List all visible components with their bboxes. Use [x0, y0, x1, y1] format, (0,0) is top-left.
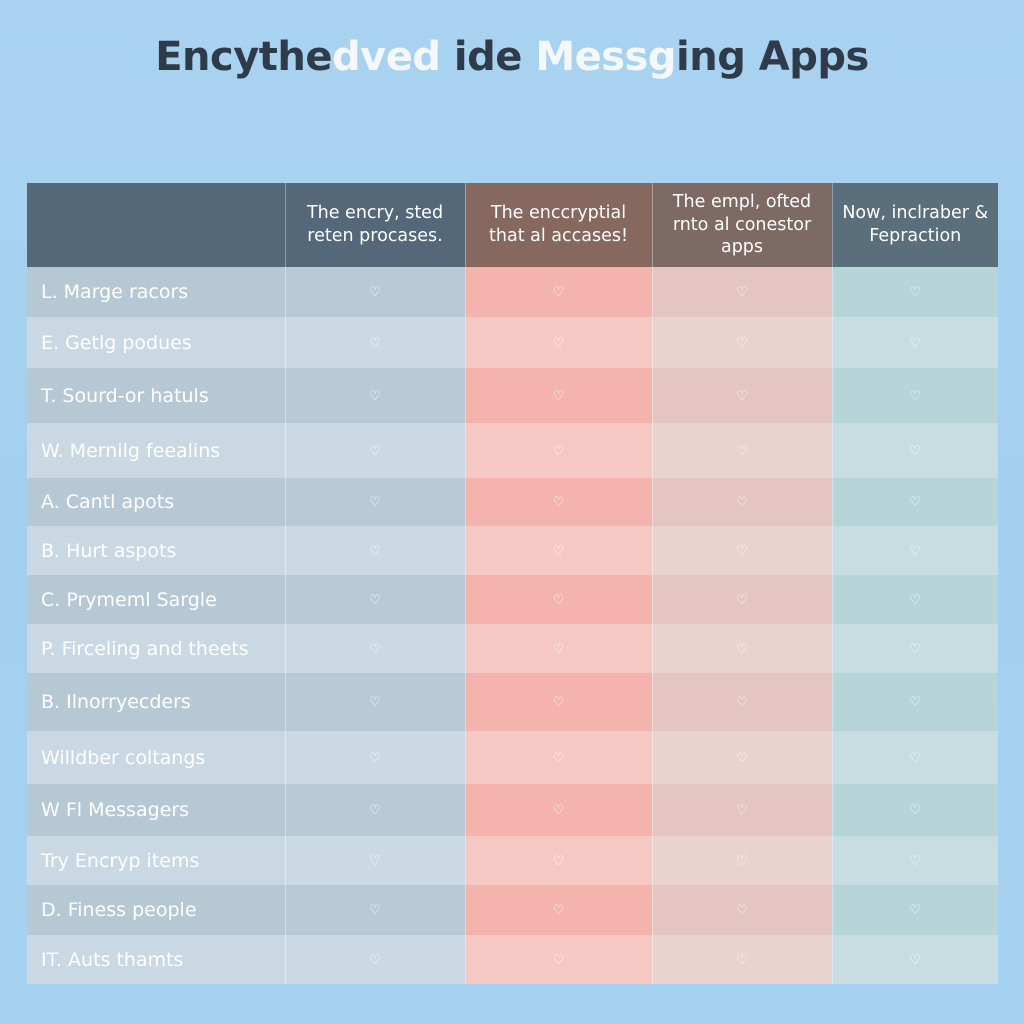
table-cell — [465, 317, 652, 368]
heart-icon: ♡ — [909, 495, 922, 510]
heart-icon: ♡ — [909, 695, 922, 710]
table-cell — [285, 267, 465, 317]
table-cell — [832, 575, 998, 624]
column-header-4: Now, inclraber & Fepraction — [832, 183, 998, 267]
heart-icon: ♡ — [369, 443, 381, 459]
table-row — [27, 784, 998, 836]
table-cell — [832, 317, 998, 368]
heart-icon: ♡ — [369, 543, 381, 559]
row-label: D. Finess people — [27, 885, 285, 935]
heart-icon: ♡ — [736, 803, 748, 818]
heart-icon: ♡ — [369, 495, 381, 510]
table-cell — [832, 423, 998, 478]
heart-icon: ♡ — [369, 853, 381, 869]
heart-icon: ♡ — [369, 641, 381, 657]
column-header-empty — [27, 183, 285, 267]
heart-icon: ♡ — [909, 335, 922, 351]
table-cell — [652, 317, 832, 368]
table-cell — [465, 624, 652, 673]
table-cell — [285, 526, 465, 575]
heart-icon: ♡ — [736, 592, 748, 608]
title-part-1: Encythe — [155, 34, 333, 80]
table-cell — [285, 624, 465, 673]
table-cell — [832, 836, 998, 885]
table-cell — [832, 624, 998, 673]
heart-icon: ♡ — [369, 695, 381, 710]
table-cell — [832, 731, 998, 784]
heart-icon: ♡ — [736, 903, 748, 918]
heart-icon: ♡ — [909, 641, 922, 657]
row-label: IT. Auts thamts — [27, 935, 285, 984]
table-cell — [285, 423, 465, 478]
row-label: T. Sourd-or hatuls — [27, 368, 285, 423]
heart-icon: ♡ — [736, 695, 748, 710]
table-cell — [465, 526, 652, 575]
heart-icon: ♡ — [736, 335, 748, 351]
heart-icon: ♡ — [736, 543, 748, 559]
table-cell — [832, 526, 998, 575]
table-cell — [285, 673, 465, 731]
table-cell — [652, 478, 832, 526]
table-cell — [652, 575, 832, 624]
heart-icon: ♡ — [552, 495, 565, 510]
column-header-2: The enccryptial that al accases! — [465, 183, 652, 267]
heart-icon: ♡ — [909, 388, 922, 404]
heart-icon: ♡ — [369, 335, 381, 351]
table-cell — [652, 836, 832, 885]
table-row — [27, 885, 998, 935]
table-row — [27, 575, 998, 624]
table-cell — [465, 836, 652, 885]
heart-icon: ♡ — [552, 695, 565, 710]
table-cell — [465, 575, 652, 624]
row-label: B. Hurt aspots — [27, 526, 285, 575]
heart-icon: ♡ — [552, 443, 565, 459]
table-cell — [832, 673, 998, 731]
table-body — [27, 267, 998, 984]
heart-icon: ♡ — [736, 853, 748, 869]
heart-icon: ♡ — [552, 952, 565, 968]
table-row — [27, 423, 998, 478]
table-cell — [465, 784, 652, 836]
title-part-4: Messg — [535, 34, 676, 80]
heart-icon: ♡ — [909, 443, 922, 459]
heart-icon: ♡ — [909, 853, 922, 869]
table-cell — [465, 423, 652, 478]
page-title — [0, 34, 1024, 80]
table-cell — [465, 267, 652, 317]
table-cell — [652, 624, 832, 673]
table-cell — [652, 526, 832, 575]
table-cell — [285, 935, 465, 984]
table-cell — [652, 673, 832, 731]
heart-icon: ♡ — [369, 285, 381, 300]
table-cell — [285, 368, 465, 423]
table-row — [27, 478, 998, 526]
heart-icon: ♡ — [552, 803, 565, 818]
heart-icon: ♡ — [909, 952, 922, 968]
heart-icon: ♡ — [736, 495, 748, 510]
row-label: P. Firceling and theets — [27, 624, 285, 673]
table-cell — [652, 423, 832, 478]
table-cell — [832, 885, 998, 935]
heart-icon: ♡ — [736, 750, 748, 766]
heart-icon: ♡ — [909, 903, 922, 918]
table-cell — [285, 478, 465, 526]
table-row — [27, 836, 998, 885]
heart-icon: ♡ — [909, 592, 922, 608]
heart-icon: ♡ — [369, 592, 381, 608]
table-cell — [652, 368, 832, 423]
row-label: E. Getlg podues — [27, 317, 285, 368]
table-row — [27, 317, 998, 368]
table-cell — [465, 935, 652, 984]
row-label: A. Cantl apots — [27, 478, 285, 526]
row-label: B. Ilnorryecders — [27, 673, 285, 731]
heart-icon: ♡ — [552, 750, 565, 766]
table-cell — [465, 673, 652, 731]
table-cell — [832, 478, 998, 526]
table-row — [27, 526, 998, 575]
heart-icon: ♡ — [552, 335, 565, 351]
row-label: Willdber coltangs — [27, 731, 285, 784]
heart-icon: ♡ — [736, 641, 748, 657]
table-row — [27, 624, 998, 673]
heart-icon: ♡ — [369, 803, 381, 818]
heart-icon: ♡ — [369, 388, 381, 404]
table-cell — [285, 784, 465, 836]
table-cell — [465, 368, 652, 423]
table-cell — [832, 935, 998, 984]
heart-icon: ♡ — [909, 285, 922, 300]
row-label: Try Encryp items — [27, 836, 285, 885]
table-header-row — [27, 183, 998, 267]
heart-icon: ♡ — [736, 285, 748, 300]
heart-icon: ♡ — [909, 803, 922, 818]
table-cell — [832, 784, 998, 836]
heart-icon: ♡ — [736, 952, 748, 968]
row-label: L. Marge racors — [27, 267, 285, 317]
table-cell — [285, 731, 465, 784]
heart-icon: ♡ — [552, 592, 565, 608]
heart-icon: ♡ — [552, 903, 565, 918]
heart-icon: ♡ — [552, 285, 565, 300]
comparison-table — [27, 183, 998, 984]
heart-icon: ♡ — [552, 388, 565, 404]
table-cell — [652, 784, 832, 836]
table-cell — [832, 368, 998, 423]
table-row — [27, 673, 998, 731]
table-cell — [285, 836, 465, 885]
table-row — [27, 731, 998, 784]
column-header-1: The encry, sted reten procases. — [285, 183, 465, 267]
title-part-2: dved — [332, 34, 441, 80]
heart-icon: ♡ — [552, 641, 565, 657]
title-part-5: ing Apps — [676, 34, 869, 80]
heart-icon: ♡ — [369, 750, 381, 766]
column-header-3: The empl, ofted rnto al conestor apps — [652, 183, 832, 267]
table-cell — [652, 885, 832, 935]
table-cell — [285, 885, 465, 935]
heart-icon: ♡ — [552, 543, 565, 559]
row-label: W. Mernilg feealins — [27, 423, 285, 478]
table-cell — [465, 731, 652, 784]
table-cell — [285, 317, 465, 368]
table-cell — [465, 885, 652, 935]
table-cell — [832, 267, 998, 317]
table-row — [27, 935, 998, 984]
table-row — [27, 267, 998, 317]
heart-icon: ♡ — [736, 443, 748, 459]
heart-icon: ♡ — [909, 750, 922, 766]
heart-icon: ♡ — [552, 853, 565, 869]
row-label: C. Prymeml Sargle — [27, 575, 285, 624]
table-cell — [285, 575, 465, 624]
heart-icon: ♡ — [369, 903, 381, 918]
heart-icon: ♡ — [909, 543, 922, 559]
heart-icon: ♡ — [736, 388, 748, 404]
table-row — [27, 368, 998, 423]
row-label: W Fl Messagers — [27, 784, 285, 836]
title-part-3: ide — [440, 34, 536, 80]
table-cell — [652, 731, 832, 784]
heart-icon: ♡ — [369, 952, 381, 968]
table-cell — [652, 267, 832, 317]
table-cell — [652, 935, 832, 984]
table-cell — [465, 478, 652, 526]
